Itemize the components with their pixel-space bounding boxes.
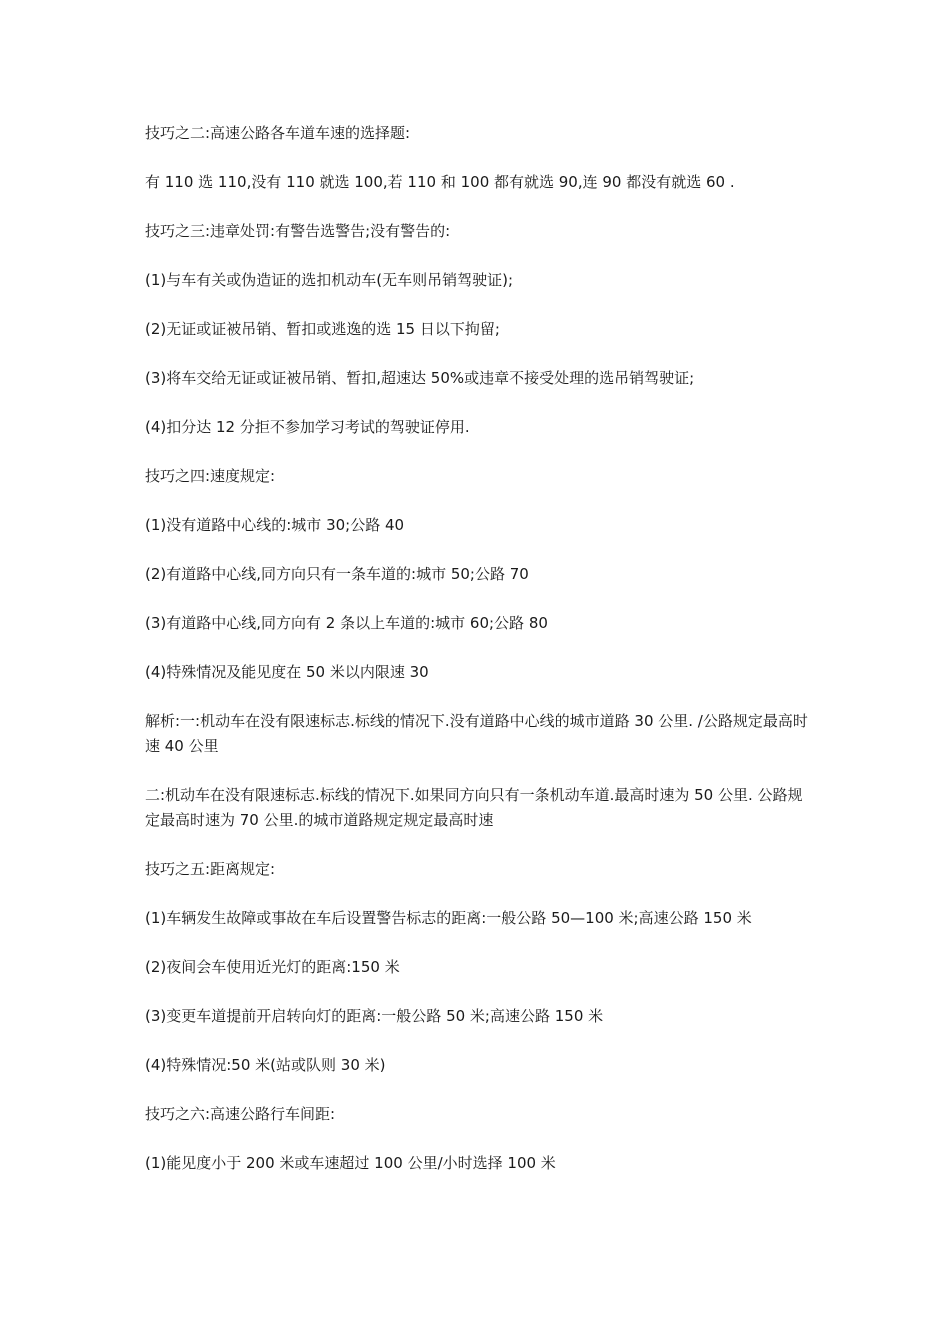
heading-tip-2: 技巧之二:高速公路各车道车速的选择题: xyxy=(145,124,411,142)
list-item-penalty-4: (4)扣分达 12 分拒不参加学习考试的驾驶证停用. xyxy=(145,418,470,436)
heading-tip-3: 技巧之三:违章处罚:有警告选警告;没有警告的: xyxy=(145,222,451,240)
heading-tip-5: 技巧之五:距离规定: xyxy=(145,860,276,878)
document-body xyxy=(145,121,810,1200)
list-item-distance-4: (4)特殊情况:50 米(站或队则 30 米) xyxy=(145,1056,386,1074)
heading-tip-6: 技巧之六:高速公路行车间距: xyxy=(145,1105,336,1123)
list-item-distance-1: (1)车辆发生故障或事故在车后设置警告标志的距离:一般公路 50—100 米;高速公路 150 米 xyxy=(145,909,752,927)
heading-tip-4: 技巧之四:速度规定: xyxy=(145,467,276,485)
paragraph-analysis-1: 解析:一:机动车在没有限速标志.标线的情况下.没有道路中心线的城市道路 30 公里. /公路规定最高时速 40 公里 xyxy=(145,712,808,755)
list-item-speed-1: (1)没有道路中心线的:城市 30;公路 40 xyxy=(145,516,405,534)
list-item-spacing-1: (1)能见度小于 200 米或车速超过 100 公里/小时选择 100 米 xyxy=(145,1154,556,1172)
list-item-distance-2: (2)夜间会车使用近光灯的距离:150 米 xyxy=(145,958,400,976)
list-item-penalty-3: (3)将车交给无证或证被吊销、暂扣,超速达 50%或违章不接受处理的选吊销驾驶证; xyxy=(145,369,695,387)
list-item-penalty-2: (2)无证或证被吊销、暂扣或逃逸的选 15 日以下拘留; xyxy=(145,320,500,338)
paragraph-lane-speed-rule: 有 110 选 110,没有 110 就选 100,若 110 和 100 都有就选 90,连 90 都没有就选 60 . xyxy=(145,173,735,191)
list-item-distance-3: (3)变更车道提前开启转向灯的距离:一般公路 50 米;高速公路 150 米 xyxy=(145,1007,604,1025)
list-item-speed-4: (4)特殊情况及能见度在 50 米以内限速 30 xyxy=(145,663,429,681)
paragraph-analysis-2: 二:机动车在没有限速标志.标线的情况下.如果同方向只有一条机动车道.最高时速为 50 公里. 公路规定最高时速为 70 公里.的城市道路规定规定最高时速 xyxy=(145,786,803,829)
list-item-penalty-1: (1)与车有关或伪造证的选扣机动车(无车则吊销驾驶证); xyxy=(145,271,514,289)
list-item-speed-3: (3)有道路中心线,同方向有 2 条以上车道的:城市 60;公路 80 xyxy=(145,614,548,632)
list-item-speed-2: (2)有道路中心线,同方向只有一条车道的:城市 50;公路 70 xyxy=(145,565,529,583)
